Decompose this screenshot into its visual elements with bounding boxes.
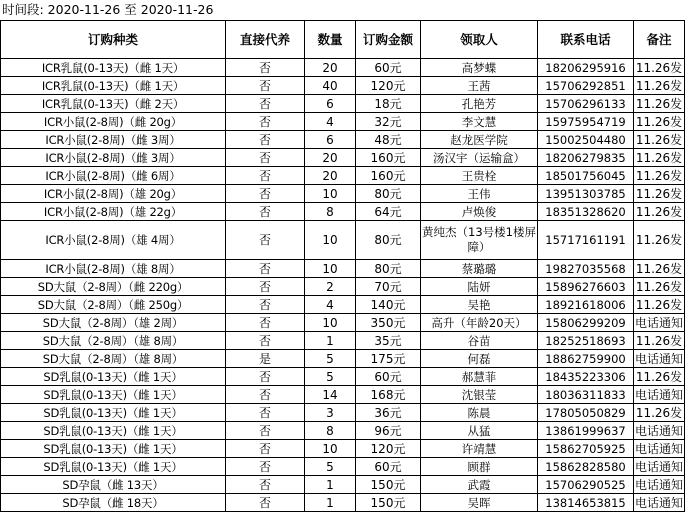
note-cell: 11.26发: [634, 131, 685, 149]
phone-cell: 15706292851: [538, 77, 634, 95]
quantity-cell: 8: [305, 203, 356, 221]
order-type-cell: SD孕鼠（雌 18天）: [1, 494, 226, 512]
note-cell: 11.26发: [634, 278, 685, 296]
quantity-cell: 4: [305, 113, 356, 131]
table-row: [1, 59, 685, 77]
table-row: [1, 440, 685, 458]
order-type-cell: SD孕鼠（雌 13天）: [1, 476, 226, 494]
header-phone: 联系电话: [538, 21, 634, 59]
recipient-cell: 吴晖: [421, 494, 538, 512]
direct-care-cell: 否: [226, 167, 305, 185]
amount-cell: 80元: [356, 221, 421, 260]
table-row: [1, 185, 685, 203]
direct-care-cell: 否: [226, 260, 305, 278]
quantity-cell: 14: [305, 386, 356, 404]
table-row: [1, 332, 685, 350]
table-row: [1, 476, 685, 494]
amount-cell: 160元: [356, 149, 421, 167]
quantity-cell: 1: [305, 476, 356, 494]
orders-body: [1, 59, 685, 512]
table-row: [1, 131, 685, 149]
recipient-cell: 卢焕俊: [421, 203, 538, 221]
note-cell: 11.26发: [634, 404, 685, 422]
recipient-cell: 沈银莹: [421, 386, 538, 404]
quantity-cell: 10: [305, 314, 356, 332]
order-type-cell: ICR小鼠(2-8周)（雄 8周）: [1, 260, 226, 278]
order-type-cell: ICR小鼠(2-8周)（雌 20g）: [1, 113, 226, 131]
order-type-cell: SD大鼠（2-8周）（雌 250g）: [1, 296, 226, 314]
note-cell: 11.26发: [634, 203, 685, 221]
amount-cell: 18元: [356, 95, 421, 113]
amount-cell: 60元: [356, 458, 421, 476]
direct-care-cell: 否: [226, 314, 305, 332]
recipient-cell: 李文慧: [421, 113, 538, 131]
phone-cell: 18435223306: [538, 368, 634, 386]
order-type-cell: ICR乳鼠(0-13天)（雌 2天）: [1, 95, 226, 113]
order-type-cell: SD乳鼠(0-13天)（雌 1天）: [1, 368, 226, 386]
amount-cell: 60元: [356, 59, 421, 77]
note-cell: 11.26发: [634, 260, 685, 278]
amount-cell: 32元: [356, 113, 421, 131]
direct-care-cell: 否: [226, 386, 305, 404]
quantity-cell: 20: [305, 59, 356, 77]
amount-cell: 350元: [356, 314, 421, 332]
quantity-cell: 40: [305, 77, 356, 95]
phone-cell: 17805050829: [538, 404, 634, 422]
phone-cell: 15706296133: [538, 95, 634, 113]
phone-cell: 15975954719: [538, 113, 634, 131]
note-cell: 11.26发: [634, 59, 685, 77]
phone-cell: 18206295916: [538, 59, 634, 77]
phone-cell: 18501756045: [538, 167, 634, 185]
quantity-cell: 5: [305, 368, 356, 386]
note-cell: 11.26发: [634, 368, 685, 386]
direct-care-cell: 否: [226, 113, 305, 131]
date-range-label: 时间段: 2020-11-26 至 2020-11-26: [2, 2, 214, 17]
amount-cell: 70元: [356, 278, 421, 296]
header-direct-care: 直接代养: [226, 21, 305, 59]
recipient-cell: 黄纯杰（13号楼1楼屏障）: [421, 221, 538, 260]
header-row: [1, 21, 685, 59]
order-type-cell: ICR小鼠(2-8周)（雄 22g）: [1, 203, 226, 221]
direct-care-cell: 否: [226, 476, 305, 494]
order-type-cell: ICR乳鼠(0-13天)（雌 1天）: [1, 59, 226, 77]
amount-cell: 140元: [356, 296, 421, 314]
recipient-cell: 从猛: [421, 422, 538, 440]
direct-care-cell: 否: [226, 203, 305, 221]
phone-cell: 18921618006: [538, 296, 634, 314]
amount-cell: 150元: [356, 476, 421, 494]
phone-cell: 15862828580: [538, 458, 634, 476]
note-cell: 11.26发: [634, 95, 685, 113]
table-row: [1, 404, 685, 422]
header-quantity: 数量: [305, 21, 356, 59]
order-type-cell: SD乳鼠(0-13天)（雌 1天）: [1, 422, 226, 440]
direct-care-cell: 否: [226, 458, 305, 476]
phone-cell: 18036311833: [538, 386, 634, 404]
table-row: [1, 296, 685, 314]
recipient-cell: 郝慧菲: [421, 368, 538, 386]
amount-cell: 48元: [356, 131, 421, 149]
amount-cell: 80元: [356, 185, 421, 203]
recipient-cell: 王茜: [421, 77, 538, 95]
recipient-cell: 赵龙医学院: [421, 131, 538, 149]
phone-cell: 13951303785: [538, 185, 634, 203]
table-row: [1, 167, 685, 185]
order-type-cell: SD乳鼠(0-13天)（雌 1天）: [1, 386, 226, 404]
direct-care-cell: 否: [226, 332, 305, 350]
direct-care-cell: 否: [226, 278, 305, 296]
amount-cell: 150元: [356, 494, 421, 512]
note-cell: 11.26发: [634, 296, 685, 314]
quantity-cell: 3: [305, 404, 356, 422]
note-cell: 11.26发: [634, 332, 685, 350]
table-row: [1, 95, 685, 113]
amount-cell: 96元: [356, 422, 421, 440]
quantity-cell: 20: [305, 167, 356, 185]
recipient-cell: 高升（年龄20天）: [421, 314, 538, 332]
order-type-cell: ICR小鼠(2-8周)（雌 6周）: [1, 167, 226, 185]
phone-cell: 19827035568: [538, 260, 634, 278]
recipient-cell: 王贵栓: [421, 167, 538, 185]
recipient-cell: 蔡璐璐: [421, 260, 538, 278]
note-cell: 11.26发: [634, 113, 685, 131]
table-row: [1, 314, 685, 332]
note-cell: 电话通知: [635, 495, 684, 510]
phone-cell: 15002504480: [538, 131, 634, 149]
amount-cell: 168元: [356, 386, 421, 404]
order-type-cell: SD大鼠（2-8周）（雌 220g）: [1, 278, 226, 296]
quantity-cell: 20: [305, 149, 356, 167]
phone-cell: 15806299209: [538, 314, 634, 332]
quantity-cell: 1: [305, 494, 356, 512]
table-row: [1, 113, 685, 131]
phone-cell: 13861999637: [538, 422, 634, 440]
direct-care-cell: 否: [226, 77, 305, 95]
direct-care-cell: 否: [226, 59, 305, 77]
recipient-cell: 许靖慧: [421, 440, 538, 458]
table-row: [1, 77, 685, 95]
table-row: [1, 386, 685, 404]
amount-cell: 120元: [356, 77, 421, 95]
table-row: [1, 278, 685, 296]
amount-cell: 80元: [356, 260, 421, 278]
recipient-cell: 陈晨: [421, 404, 538, 422]
recipient-cell: 顾群: [421, 458, 538, 476]
phone-cell: 15717161191: [538, 221, 634, 260]
order-type-cell: SD乳鼠(0-13天)（雌 1天）: [1, 404, 226, 422]
order-type-cell: SD大鼠（2-8周）（雄 8周）: [1, 350, 226, 368]
direct-care-cell: 否: [226, 494, 305, 512]
order-type-cell: ICR小鼠(2-8周)（雄 4周）: [1, 221, 226, 260]
quantity-cell: 2: [305, 278, 356, 296]
direct-care-cell: 否: [226, 296, 305, 314]
recipient-cell: 陆妍: [421, 278, 538, 296]
table-row: [1, 149, 685, 167]
amount-cell: 160元: [356, 167, 421, 185]
table-row: [1, 458, 685, 476]
phone-cell: 15862705925: [538, 440, 634, 458]
amount-cell: 175元: [356, 350, 421, 368]
direct-care-cell: 否: [226, 95, 305, 113]
recipient-cell: 何磊: [421, 350, 538, 368]
direct-care-cell: 否: [226, 185, 305, 203]
quantity-cell: 6: [305, 95, 356, 113]
quantity-cell: 10: [305, 440, 356, 458]
recipient-cell: 孔艳芳: [421, 95, 538, 113]
table-row: [1, 260, 685, 278]
note-cell: 11.26发: [634, 77, 685, 95]
note-cell: 电话通知: [635, 315, 684, 330]
phone-cell: 15896276603: [538, 278, 634, 296]
amount-cell: 64元: [356, 203, 421, 221]
orders-table: [0, 20, 685, 512]
quantity-cell: 5: [305, 350, 356, 368]
note-cell: 11.26发: [634, 185, 685, 203]
order-type-cell: ICR小鼠(2-8周)（雌 3周）: [1, 131, 226, 149]
recipient-cell: 汤汉宇（运输盒）: [421, 149, 538, 167]
order-type-cell: SD乳鼠(0-13天)（雌 1天）: [1, 458, 226, 476]
header-recipient: 领取人: [421, 21, 538, 59]
table-row: [1, 350, 685, 368]
quantity-cell: 1: [305, 332, 356, 350]
order-type-cell: ICR乳鼠(0-13天)（雌 1天）: [1, 77, 226, 95]
direct-care-cell: 否: [226, 149, 305, 167]
quantity-cell: 8: [305, 422, 356, 440]
direct-care-cell: 否: [226, 422, 305, 440]
direct-care-cell: 否: [226, 404, 305, 422]
order-type-cell: SD大鼠（2-8周）（雄 2周）: [1, 314, 226, 332]
note-cell: 电话通知: [635, 423, 684, 438]
recipient-cell: 武霞: [421, 476, 538, 494]
recipient-cell: 谷苗: [421, 332, 538, 350]
note-cell: 电话通知: [635, 441, 684, 456]
phone-cell: 18862759900: [538, 350, 634, 368]
phone-cell: 18351328620: [538, 203, 634, 221]
quantity-cell: 6: [305, 131, 356, 149]
amount-cell: 36元: [356, 404, 421, 422]
order-type-cell: SD大鼠（2-8周）（雄 8周）: [1, 332, 226, 350]
phone-cell: 13814653815: [538, 494, 634, 512]
phone-cell: 18206279835: [538, 149, 634, 167]
quantity-cell: 4: [305, 296, 356, 314]
recipient-cell: 王伟: [421, 185, 538, 203]
note-cell: 电话通知: [635, 351, 684, 366]
direct-care-cell: 是: [226, 350, 305, 368]
order-type-cell: ICR小鼠(2-8周)（雌 3周）: [1, 149, 226, 167]
phone-cell: 18252518693: [538, 332, 634, 350]
quantity-cell: 10: [305, 185, 356, 203]
direct-care-cell: 否: [226, 368, 305, 386]
note-cell: 电话通知: [635, 387, 684, 402]
note-cell: 11.26发: [634, 149, 685, 167]
quantity-cell: 10: [305, 260, 356, 278]
table-row: [1, 203, 685, 221]
recipient-cell: 吴艳: [421, 296, 538, 314]
amount-cell: 60元: [356, 368, 421, 386]
header-order-type: 订购种类: [1, 21, 226, 59]
note-cell: 电话通知: [635, 459, 684, 474]
header-amount: 订购金额: [356, 21, 421, 59]
direct-care-cell: 否: [226, 131, 305, 149]
table-row: [1, 422, 685, 440]
note-cell: 电话通知: [635, 477, 684, 492]
table-row: [1, 221, 685, 260]
direct-care-cell: 否: [226, 221, 305, 260]
note-cell: 11.26发: [634, 221, 685, 260]
direct-care-cell: 否: [226, 440, 305, 458]
quantity-cell: 5: [305, 458, 356, 476]
order-type-cell: ICR小鼠(2-8周)（雄 20g）: [1, 185, 226, 203]
phone-cell: 15706290525: [538, 476, 634, 494]
amount-cell: 120元: [356, 440, 421, 458]
quantity-cell: 10: [305, 221, 356, 260]
header-note: 备注: [634, 21, 685, 59]
note-cell: 11.26发: [634, 167, 685, 185]
order-type-cell: SD乳鼠(0-13天)（雌 1天）: [1, 440, 226, 458]
amount-cell: 35元: [356, 332, 421, 350]
recipient-cell: 高梦蝶: [421, 59, 538, 77]
table-row: [1, 368, 685, 386]
